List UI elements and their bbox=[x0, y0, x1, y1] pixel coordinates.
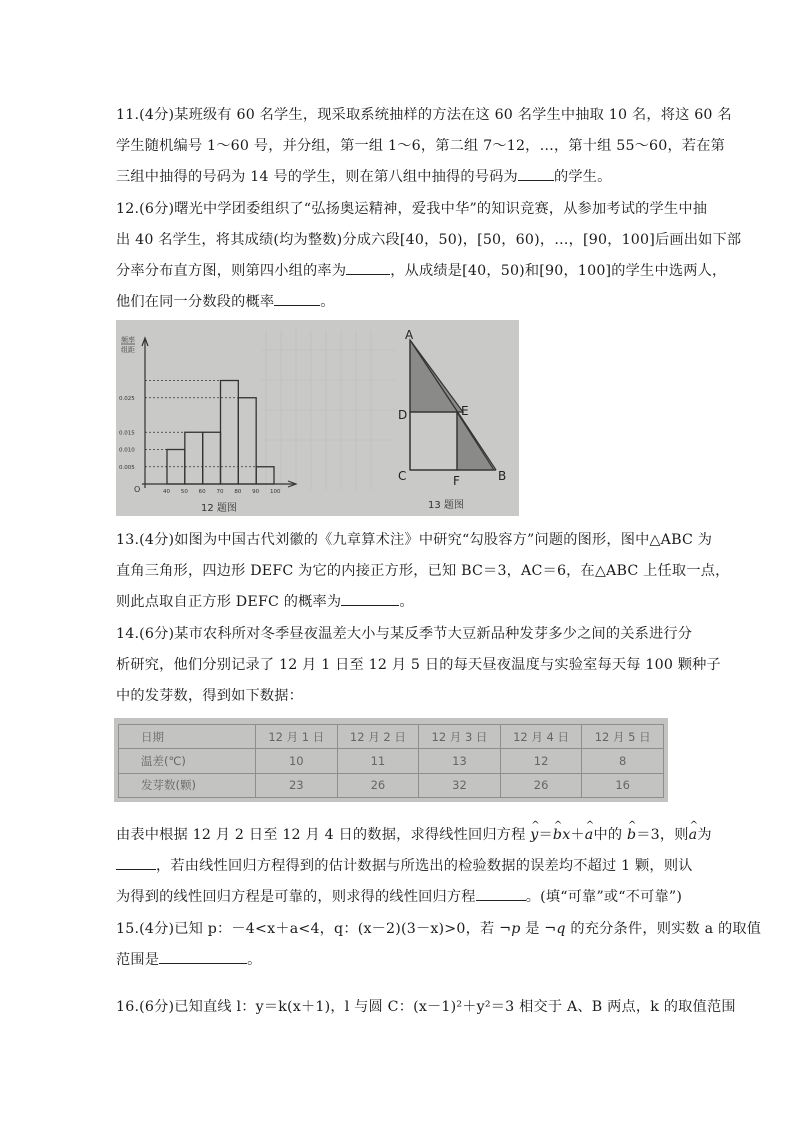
q12-line-4b: 。 bbox=[320, 294, 335, 310]
hist-x-tick-label: 100 bbox=[270, 489, 281, 495]
eq-plus: ＋ bbox=[570, 827, 585, 843]
table-row bbox=[119, 749, 664, 773]
eq-a-hat: ^ a bbox=[585, 820, 594, 851]
hist-x-tick-label: 80 bbox=[234, 489, 242, 495]
eq-b-hat-2: ^ b bbox=[627, 820, 636, 851]
q15-line-2a: 范围是 bbox=[116, 952, 160, 968]
hist-y-ticks bbox=[119, 396, 135, 471]
q14-line-3: 中的发芽数，得到如下数据： bbox=[116, 688, 304, 704]
q14b-line-3b: 。(填“可靠”或“不可靠”) bbox=[525, 889, 683, 905]
tri-caption: 13 题图 bbox=[428, 500, 464, 511]
triangle-figure bbox=[398, 328, 506, 511]
hist-ylabel-bottom: 组距 bbox=[121, 346, 135, 354]
table-cell: 12 月 3 日 bbox=[419, 725, 501, 749]
q15-line-2b: 。 bbox=[247, 952, 262, 968]
point-a-label: A bbox=[405, 328, 414, 342]
q11-line-1: 11.(4分)某班级有 60 名学生，现采取系统抽样的方法在这 60 名学生中抽取 10 名，将这 60 名 bbox=[116, 107, 732, 123]
q11-line-2: 学生随机编号 1～60 号，并分组，第一组 1～6，第二组 7～12，…，第十组 55～60，若在第 bbox=[116, 138, 726, 154]
hist-bars bbox=[167, 381, 274, 485]
table-cell: 26 bbox=[337, 773, 419, 797]
q15-line-1b: 的充分条件，则实数 a 的取值 bbox=[565, 921, 762, 937]
q12-line-1: 12.(6分)曙光中学团委组织了“弘扬奥运精神，爱我中华”的知识竞赛，从参加考试的学生中抽 bbox=[116, 201, 708, 217]
q14b-line-1 bbox=[116, 820, 712, 851]
table-cell: 12 月 4 日 bbox=[500, 725, 582, 749]
q14b-line-1c: ＝3，则 bbox=[636, 827, 689, 843]
question-15 bbox=[116, 914, 762, 976]
eq-a-hat-2: ^ a bbox=[689, 820, 698, 851]
table-cell: 26 bbox=[500, 773, 582, 797]
table-cell: 10 bbox=[256, 749, 338, 773]
q13-line-1: 13.(4分)如图为中国古代刘徽的《九章算术注》中研究“勾股容方”问题的图形，图中△ABC 为 bbox=[116, 532, 713, 548]
question-14-part-2 bbox=[116, 820, 712, 913]
q14-line-2: 析研究，他们分别记录了 12 月 1 日至 12 月 5 日的每天昼夜温度与实验室每天每 100 颗种子 bbox=[116, 657, 721, 673]
q12-answer-blank-2 bbox=[274, 291, 320, 306]
hist-origin-label: O bbox=[134, 485, 141, 494]
q16-line-1: 16.(6分)已知直线 l：y＝k(x＋1)，l 与圆 C：(x－1)²＋y²＝3 相交于 A、B 两点，k 的取值范围 bbox=[116, 999, 736, 1015]
question-13 bbox=[116, 525, 730, 618]
figures-svg bbox=[116, 320, 519, 516]
q14-line-1: 14.(6分)某市农科所对冬季昼夜温差大小与某反季节大豆新品种发芽多少之间的关系进行分 bbox=[116, 626, 693, 642]
table-cell: 温差(℃) bbox=[119, 749, 256, 773]
q12-answer-blank-1 bbox=[346, 260, 390, 275]
question-16 bbox=[116, 992, 736, 1023]
q13-line-3 bbox=[116, 587, 686, 618]
point-e-label: E bbox=[461, 404, 469, 418]
table-cell: 日期 bbox=[119, 725, 256, 749]
eq-equals: ＝ bbox=[538, 827, 553, 843]
hist-x-tick-label: 90 bbox=[252, 489, 260, 495]
table-cell: 12 月 5 日 bbox=[582, 725, 664, 749]
q11-line-3 bbox=[116, 162, 686, 193]
q11-answer-blank bbox=[518, 166, 554, 181]
q14b-line-1b: 中的 bbox=[593, 827, 623, 843]
q13-answer-blank bbox=[341, 591, 399, 606]
hist-y-tick-label: 0.010 bbox=[119, 447, 135, 454]
hist-y-tick-label: 0.005 bbox=[119, 464, 135, 471]
hist-bar bbox=[185, 432, 203, 484]
q15-mid: 是 ¬ bbox=[520, 921, 557, 937]
q13-line-3b: 。 bbox=[399, 594, 414, 610]
q15-answer-blank bbox=[159, 949, 247, 964]
hist-bar bbox=[238, 398, 256, 484]
background-grid bbox=[261, 330, 396, 490]
triangle-efb-shaded bbox=[457, 412, 494, 470]
hist-caption: 12 题图 bbox=[201, 503, 237, 514]
q15-line-1a: 15.(4分)已知 p：－4<x＋a<4，q：(x－2)(3－x)>0，若 ¬ bbox=[116, 921, 512, 937]
table-cell: 23 bbox=[256, 773, 338, 797]
hist-x-ticks bbox=[163, 489, 281, 495]
hist-y-tick-label: 0.015 bbox=[119, 430, 135, 437]
table-cell: 发芽数(颗) bbox=[119, 773, 256, 797]
table-cell: 32 bbox=[419, 773, 501, 797]
q14b-line-1a: 由表中根据 12 月 2 日至 12 月 4 日的数据，求得线性回归方程 bbox=[116, 827, 526, 843]
point-b-label: B bbox=[498, 469, 507, 483]
hist-guide-lines bbox=[145, 381, 256, 467]
question-11 bbox=[116, 100, 732, 193]
hist-x-tick-label: 40 bbox=[163, 489, 170, 495]
q14b-line-3 bbox=[116, 882, 686, 913]
q12-line-3b: ，从成绩是[40，50)和[90，100]的学生中选两人， bbox=[390, 263, 727, 279]
q13-line-3a: 则此点取自正方形 DEFC 的概率为 bbox=[116, 594, 342, 610]
point-f-label: F bbox=[453, 474, 460, 488]
q12-line-3 bbox=[116, 256, 727, 287]
q14-answer-blank-1 bbox=[116, 855, 156, 870]
data-table bbox=[118, 724, 664, 798]
question-12 bbox=[116, 194, 742, 318]
histogram-axes bbox=[142, 338, 296, 488]
question-14 bbox=[116, 619, 721, 712]
table-cell: 8 bbox=[582, 749, 664, 773]
q12-line-3a: 分率分布直方图，则第四小组的率为 bbox=[116, 263, 347, 279]
q13-line-2: 直角三角形，四边形 DEFC 为它的内接正方形，已知 BC＝3，AC＝6，在△ABC 上任取一点， bbox=[116, 563, 730, 579]
table-cell: 12 bbox=[500, 749, 582, 773]
eq-y-hat: ^ y bbox=[530, 820, 538, 851]
q14-answer-blank-2 bbox=[476, 886, 526, 901]
hist-bar bbox=[203, 432, 221, 484]
hist-x-tick-label: 70 bbox=[216, 489, 224, 495]
point-c-label: C bbox=[398, 469, 407, 483]
q15-line-2 bbox=[116, 945, 686, 976]
q14b-line-2 bbox=[116, 851, 693, 882]
hist-x-tick-label: 60 bbox=[198, 489, 206, 495]
hist-ylabel-top: 频率 bbox=[121, 336, 135, 344]
eq-x: x bbox=[562, 827, 571, 843]
table-row bbox=[119, 773, 664, 797]
q11-line-3a: 三组中抽得的号码为 14 号的学生，则在第八组中抽得的号码为 bbox=[116, 169, 518, 185]
hist-y-tick-label: 0.025 bbox=[119, 395, 135, 402]
table-row bbox=[119, 725, 664, 749]
q14b-line-1d: 为 bbox=[697, 827, 712, 843]
hist-bar bbox=[256, 467, 274, 484]
q15-q: q bbox=[556, 921, 566, 937]
point-d-label: D bbox=[398, 408, 408, 422]
table-cell: 12 月 2 日 bbox=[337, 725, 419, 749]
table-cell: 11 bbox=[337, 749, 419, 773]
q12-line-4 bbox=[116, 287, 686, 318]
q12-line-2: 出 40 名学生，将其成绩(均为整数)分成六段[40，50)，[50，60)，…，[90，100]后画出如下部 bbox=[116, 232, 742, 248]
data-table-photo bbox=[114, 718, 668, 802]
hist-x-tick-label: 50 bbox=[180, 489, 188, 495]
figures-photo bbox=[116, 320, 519, 516]
q15-p: p bbox=[511, 921, 521, 937]
table-cell: 16 bbox=[582, 773, 664, 797]
table-cell: 13 bbox=[419, 749, 501, 773]
q14b-line-2-text: ，若由线性回归方程得到的估计数据与所选出的检验数据的误差均不超过 1 颗，则认 bbox=[156, 858, 693, 874]
table-cell: 12 月 1 日 bbox=[256, 725, 338, 749]
triangle-ade-shaded bbox=[410, 340, 463, 412]
q12-line-4a: 他们在同一分数段的概率 bbox=[116, 294, 275, 310]
square-defc bbox=[410, 412, 457, 470]
q15-line-1 bbox=[116, 914, 762, 945]
eq-b-hat: ^ b bbox=[553, 820, 562, 851]
hist-bar bbox=[221, 381, 239, 485]
q14b-line-3a: 为得到的线性回归方程是可靠的，则求得的线性回归方程 bbox=[116, 889, 476, 905]
q11-line-3b: 的学生。 bbox=[553, 169, 612, 185]
